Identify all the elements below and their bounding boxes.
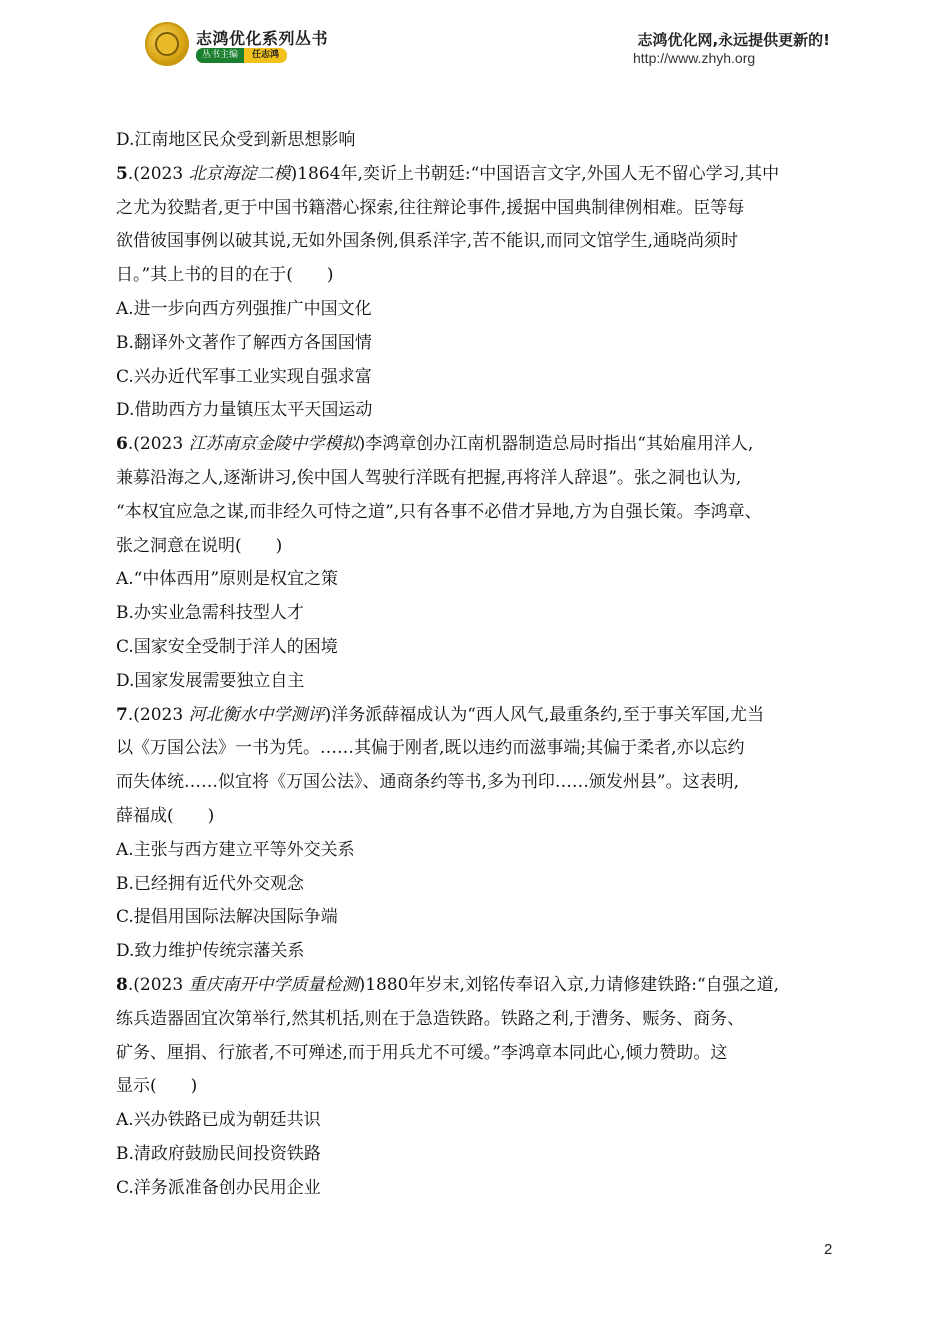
answer-option: B.已经拥有近代外交观念 — [116, 873, 304, 894]
question-number: 8 — [116, 974, 128, 995]
answer-option: D.江南地区民众受到新思想影响 — [116, 130, 356, 150]
answer-option: A.“中体西用”原则是权宜之策 — [116, 569, 339, 590]
series-logo-icon — [145, 22, 189, 66]
question-stem-line — [116, 699, 838, 733]
answer-option: B.办实业急需科技型人才 — [116, 603, 304, 624]
question-source: 江苏南京金陵中学模拟 — [188, 434, 359, 455]
page-header — [0, 0, 950, 80]
question-source-year: 2023 — [139, 704, 189, 725]
question-source-year: 2023 — [139, 434, 189, 455]
question-source-open: .( — [127, 434, 140, 455]
answer-option: D.国家发展需要独立自主 — [116, 670, 305, 691]
question-stem-line — [116, 158, 838, 192]
answer-option: C.提倡用国际法解决国际争端 — [116, 907, 338, 928]
question-source-open: .( — [127, 704, 140, 725]
text-line: 矿务、厘捐、行旅者,不可殚述,而于用兵尤不可缓。”李鸿章本同此心,倾力赞助。这 — [116, 1042, 728, 1063]
site-slogan: 志鸿优化网,永远提供更新的! — [637, 31, 830, 49]
question-source: 北京海淀二模 — [188, 163, 291, 184]
question-source-open: .( — [127, 974, 140, 995]
answer-option: C.洋务派准备创办民用企业 — [116, 1177, 321, 1198]
question-source-year: 2023 — [139, 974, 189, 995]
question-number: 5 — [116, 163, 128, 184]
site-url-link[interactable]: http://www.zhyh.org — [633, 50, 756, 66]
text-line: 以《万国公法》一书为凭。……其偏于刚者,既以违约而滋事端;其偏于柔者,亦以忘约 — [116, 738, 745, 759]
text-line: 兼募沿海之人,逐渐讲习,俟中国人驾驶行洋既有把握,再将洋人辞退”。张之洞也认为, — [116, 467, 742, 488]
question-stem-text: )李鸿章创办江南机器制造总局时指出“其始雇用洋人, — [358, 434, 754, 455]
question-stem-line — [116, 969, 838, 1003]
answer-option: B.翻译外文著作了解西方各国国情 — [116, 332, 372, 353]
question-stem-text: )洋务派薛福成认为“西人风气,最重条约,至于事关军国,尤当 — [324, 704, 765, 725]
question-source-year: 2023 — [139, 163, 189, 184]
question-content — [116, 124, 838, 1206]
editor-label: 丛书主编 — [196, 48, 244, 63]
answer-option: C.国家安全受制于洋人的困境 — [116, 636, 338, 657]
text-line: 张之洞意在说明( ) — [116, 535, 283, 556]
question-stem-text: )1880年岁末,刘铭传奉诏入京,力请修建铁路:“自强之道, — [358, 974, 780, 995]
text-line: 薛福成( ) — [116, 805, 215, 826]
answer-option: A.进一步向西方列强推广中国文化 — [116, 298, 372, 319]
text-line: 显示( ) — [116, 1076, 198, 1097]
text-line: “本权宜应急之谋,而非经久可恃之道”,只有各事不必借才异地,方为自强长策。李鸿章、 — [116, 501, 762, 522]
editor-badge — [196, 48, 287, 62]
text-line: 练兵造器固宜次第举行,然其机括,则在于急造铁路。铁路之利,于漕务、赈务、商务、 — [116, 1008, 745, 1029]
text-line: 之尤为狡黠者,更于中国书籍潜心探索,往往辩论事件,援据中国典制律例相难。臣等每 — [116, 197, 745, 218]
series-title: 志鸿优化系列丛书 — [196, 29, 329, 48]
question-number: 7 — [116, 704, 128, 725]
page-number: 2 — [824, 1241, 833, 1258]
text-line: 日。”其上书的目的在于( ) — [116, 265, 334, 286]
question-number: 6 — [116, 434, 128, 455]
answer-option: D.借助西方力量镇压太平天国运动 — [116, 400, 373, 421]
answer-option: B.清政府鼓励民间投资铁路 — [116, 1143, 321, 1164]
question-source: 河北衡水中学测评 — [188, 704, 325, 725]
answer-option: A.兴办铁路已成为朝廷共识 — [116, 1110, 321, 1131]
question-source: 重庆南开中学质量检测 — [188, 974, 359, 995]
question-stem-text: )1864年,奕䜣上书朝廷:“中国语言文字,外国人无不留心学习,其中 — [290, 163, 780, 184]
answer-option: C.兴办近代军事工业实现自强求富 — [116, 366, 372, 387]
text-line: 而失体统……似宜将《万国公法》、通商条约等书,多为刊印……颁发州县”。这表明, — [116, 772, 739, 793]
editor-name: 任志鸿 — [244, 48, 287, 63]
question-source-open: .( — [127, 163, 140, 184]
question-stem-line — [116, 428, 838, 462]
answer-option: A.主张与西方建立平等外交关系 — [116, 839, 355, 860]
answer-option: D.致力维护传统宗藩关系 — [116, 941, 305, 962]
text-line: 欲借彼国事例以破其说,无如外国条例,俱系洋字,苦不能识,而同文馆学生,通晓尚须时 — [116, 231, 739, 252]
